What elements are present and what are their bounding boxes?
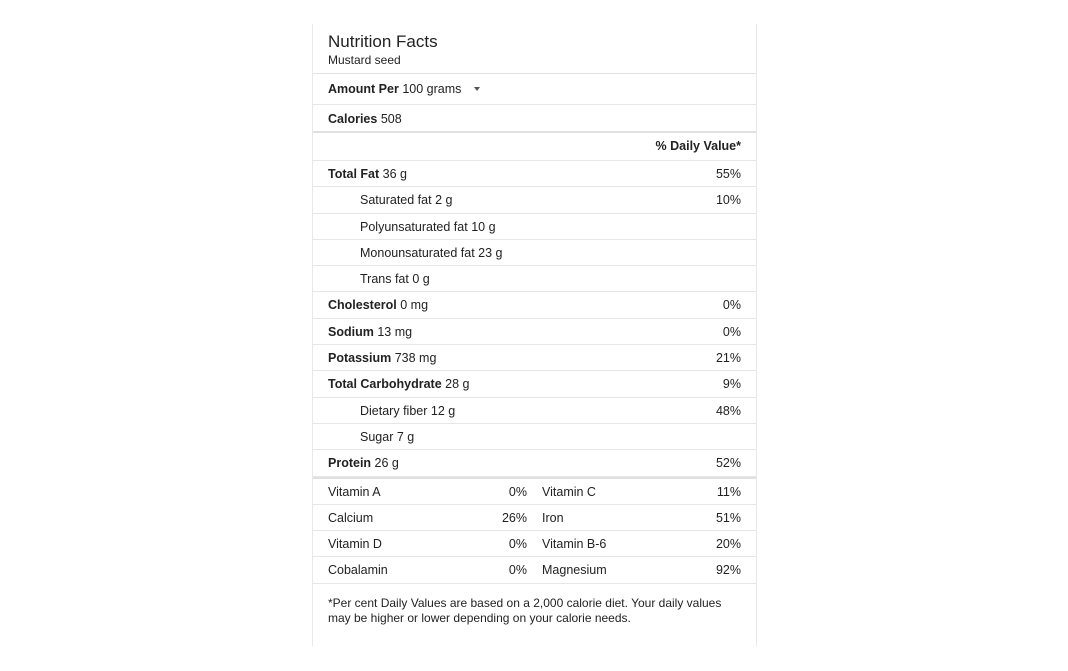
- dropdown-arrow-icon[interactable]: [474, 87, 480, 91]
- amount-label: Amount Per: [328, 82, 399, 96]
- nutrient-label: Trans fat: [360, 272, 409, 287]
- nutrient-list: [313, 161, 756, 477]
- vitamin-percent: 11%: [716, 484, 741, 499]
- nutrient-amount: 10 g: [471, 219, 496, 234]
- nutrient-label: Cholesterol: [328, 298, 397, 313]
- footnote: *Per cent Daily Values are based on a 2,000 calorie diet. Your daily values may be higher or lower depending on your calorie needs.: [328, 595, 722, 625]
- nutrient-label: Polyunsaturated fat: [360, 219, 468, 234]
- nutrient-daily-percent: 0%: [722, 324, 741, 339]
- calories-label: Calories: [328, 112, 378, 126]
- vitamin-name: Calcium: [328, 510, 374, 525]
- vitamin-percent: 0%: [508, 563, 527, 578]
- vitamin-percent: 26%: [501, 510, 527, 525]
- nutrient-daily-percent: 55%: [715, 167, 741, 181]
- nutrient-amount: 2 g: [435, 193, 453, 208]
- nutrient-amount: 23 g: [478, 245, 503, 260]
- nutrient-label: Total Carbohydrate: [328, 377, 442, 392]
- nutrient-amount: 28 g: [445, 377, 470, 392]
- vitamin-percent: 0%: [508, 537, 527, 552]
- vitamin-name: Magnesium: [542, 563, 607, 578]
- nutrient-label: Sodium: [328, 324, 374, 339]
- vitamin-name: Iron: [542, 510, 564, 525]
- nutrient-amount: 12 g: [430, 403, 456, 418]
- food-name: Mustard seed: [328, 53, 401, 67]
- nutrient-row: [313, 266, 756, 292]
- nutrient-amount: 738 mg: [394, 351, 437, 366]
- nutrient-row: [313, 398, 756, 424]
- nutrient-label: Protein: [328, 456, 372, 471]
- nutrition-header: [313, 24, 756, 74]
- nutrient-amount: 13 mg: [377, 324, 413, 339]
- nutrient-label: Dietary fiber: [360, 403, 428, 418]
- amount-selector[interactable]: [313, 74, 756, 105]
- nutrient-label: Potassium: [328, 351, 392, 366]
- amount-value: 100 grams: [402, 82, 462, 96]
- calories-value: 508: [380, 112, 402, 126]
- nutrient-row: [313, 214, 756, 240]
- nutrient-amount: 36 g: [382, 167, 407, 181]
- vitamin-name: Vitamin C: [542, 484, 596, 499]
- nutrient-daily-percent: 10%: [715, 193, 741, 208]
- vitamin-percent: 20%: [715, 537, 741, 552]
- vitamin-name: Vitamin A: [328, 484, 381, 499]
- nutrient-label: Sugar: [360, 429, 394, 444]
- calories-row: [313, 105, 756, 133]
- nutrient-row: [313, 319, 756, 345]
- vitamin-name: Cobalamin: [328, 563, 388, 578]
- vitamin-percent: 0%: [508, 484, 527, 499]
- nutrient-amount: 0 g: [412, 272, 430, 287]
- vitamin-percent: 51%: [715, 510, 741, 525]
- nutrient-label: Total Fat: [328, 167, 380, 181]
- nutrient-row: [313, 345, 756, 371]
- nutrition-facts-card: [312, 24, 757, 646]
- nutrient-amount: 7 g: [396, 429, 415, 444]
- vitamin-name: Vitamin D: [328, 537, 382, 552]
- daily-value-header: % Daily Value*: [313, 133, 756, 161]
- nutrient-label: Monounsaturated fat: [360, 245, 475, 260]
- page-title: Nutrition Facts: [328, 32, 438, 51]
- nutrient-row: [313, 424, 756, 450]
- nutrient-row: [313, 292, 756, 318]
- vitamin-percent: 92%: [715, 563, 741, 578]
- vitamin-name: Vitamin B-6: [542, 537, 607, 552]
- nutrient-row: [313, 450, 756, 476]
- nutrient-row: [313, 187, 756, 213]
- vitamin-row: [313, 557, 756, 583]
- vitamin-row: [313, 531, 756, 557]
- nutrient-amount: 0 mg: [400, 298, 429, 313]
- nutrient-amount: 26 g: [374, 456, 399, 471]
- nutrient-row: [313, 240, 756, 266]
- nutrient-daily-percent: 48%: [715, 403, 741, 418]
- nutrient-label: Saturated fat: [360, 193, 432, 208]
- nutrient-daily-percent: 9%: [722, 377, 741, 392]
- nutrient-row: [313, 161, 756, 187]
- nutrient-row: [313, 371, 756, 397]
- nutrient-daily-percent: 52%: [715, 456, 741, 471]
- nutrient-daily-percent: 0%: [722, 298, 741, 313]
- nutrient-daily-percent: 21%: [715, 351, 741, 366]
- vitamin-row: [313, 479, 756, 505]
- vitamin-grid: [313, 477, 756, 584]
- vitamin-row: [313, 505, 756, 531]
